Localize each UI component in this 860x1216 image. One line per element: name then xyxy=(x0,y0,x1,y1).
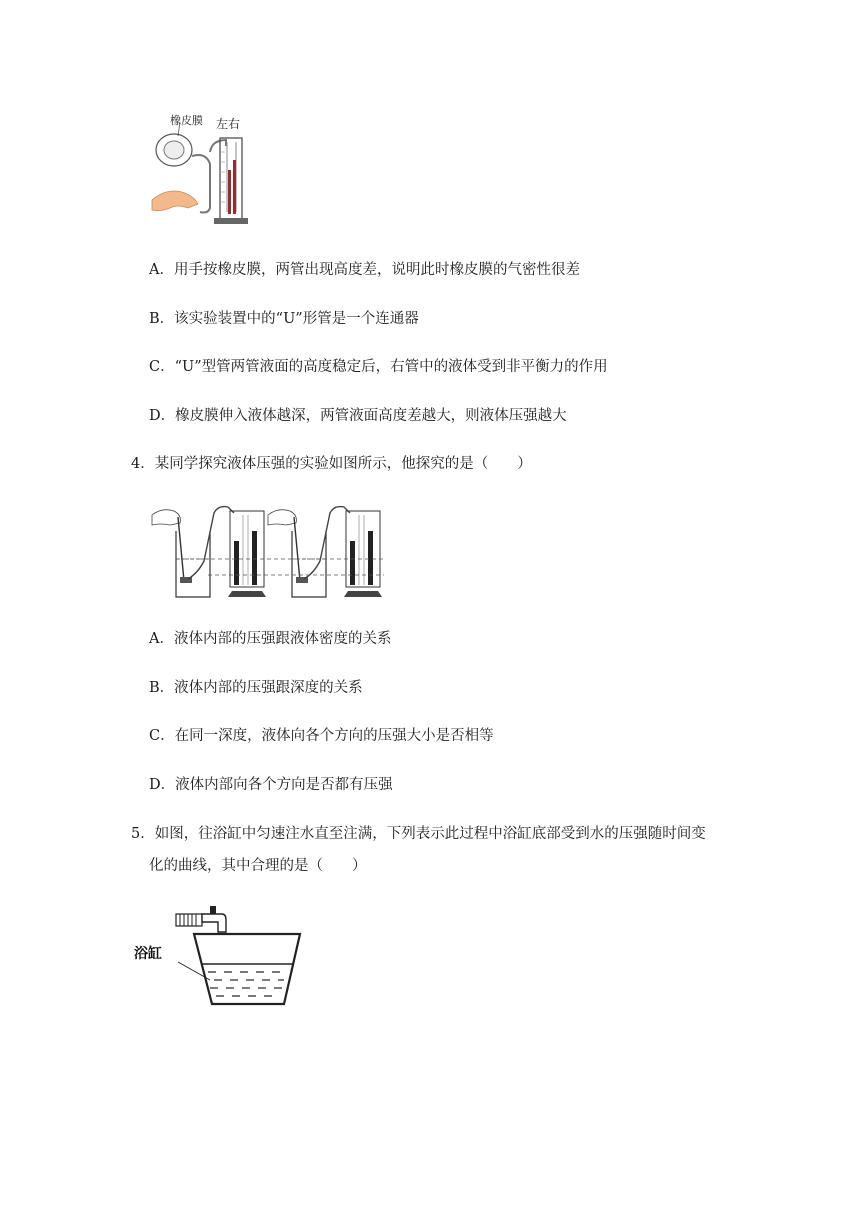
q5-stem-line2: 化的曲线，其中合理的是（ ） xyxy=(149,858,367,874)
q3-option-a: A．用手按橡皮膜，两管出现高度差，说明此时橡皮膜的气密性很差 xyxy=(149,262,580,278)
q4-option-c: C．在同一深度，液体向各个方向的压强大小是否相等 xyxy=(149,728,494,744)
q5-stem-line1: 5．如图，往浴缸中匀速注水直至注满，下列表示此过程中浴缸底部受到水的压强随时间变 xyxy=(131,826,706,842)
left-right-label: 左右 xyxy=(216,117,241,131)
membrane-label: 橡皮膜 xyxy=(170,114,203,127)
q4-option-a: A．液体内部的压强跟液体密度的关系 xyxy=(149,631,392,647)
bathtub-figure xyxy=(134,900,304,1012)
q3-option-b: B．该实验装置中的“U”形管是一个连通器 xyxy=(149,311,419,327)
q4-stem: 4．某同学探究液体压强的实验如图所示，他探究的是（ ） xyxy=(131,456,532,472)
q3-option-d: D．橡皮膜伸入液体越深，两管液面高度差越大，则液体压强越大 xyxy=(149,408,567,424)
q4-option-b: B．液体内部的压强跟深度的关系 xyxy=(149,680,363,696)
bathtub-label: 浴缸 xyxy=(134,946,162,962)
q4-option-d: D．液体内部向各个方向是否都有压强 xyxy=(149,777,393,793)
liquid-pressure-experiment-figure xyxy=(148,503,388,601)
pressure-gauge-figure xyxy=(148,112,258,230)
q3-option-c: C．“U”型管两管液面的高度稳定后，右管中的液体受到非平衡力的作用 xyxy=(149,359,608,375)
